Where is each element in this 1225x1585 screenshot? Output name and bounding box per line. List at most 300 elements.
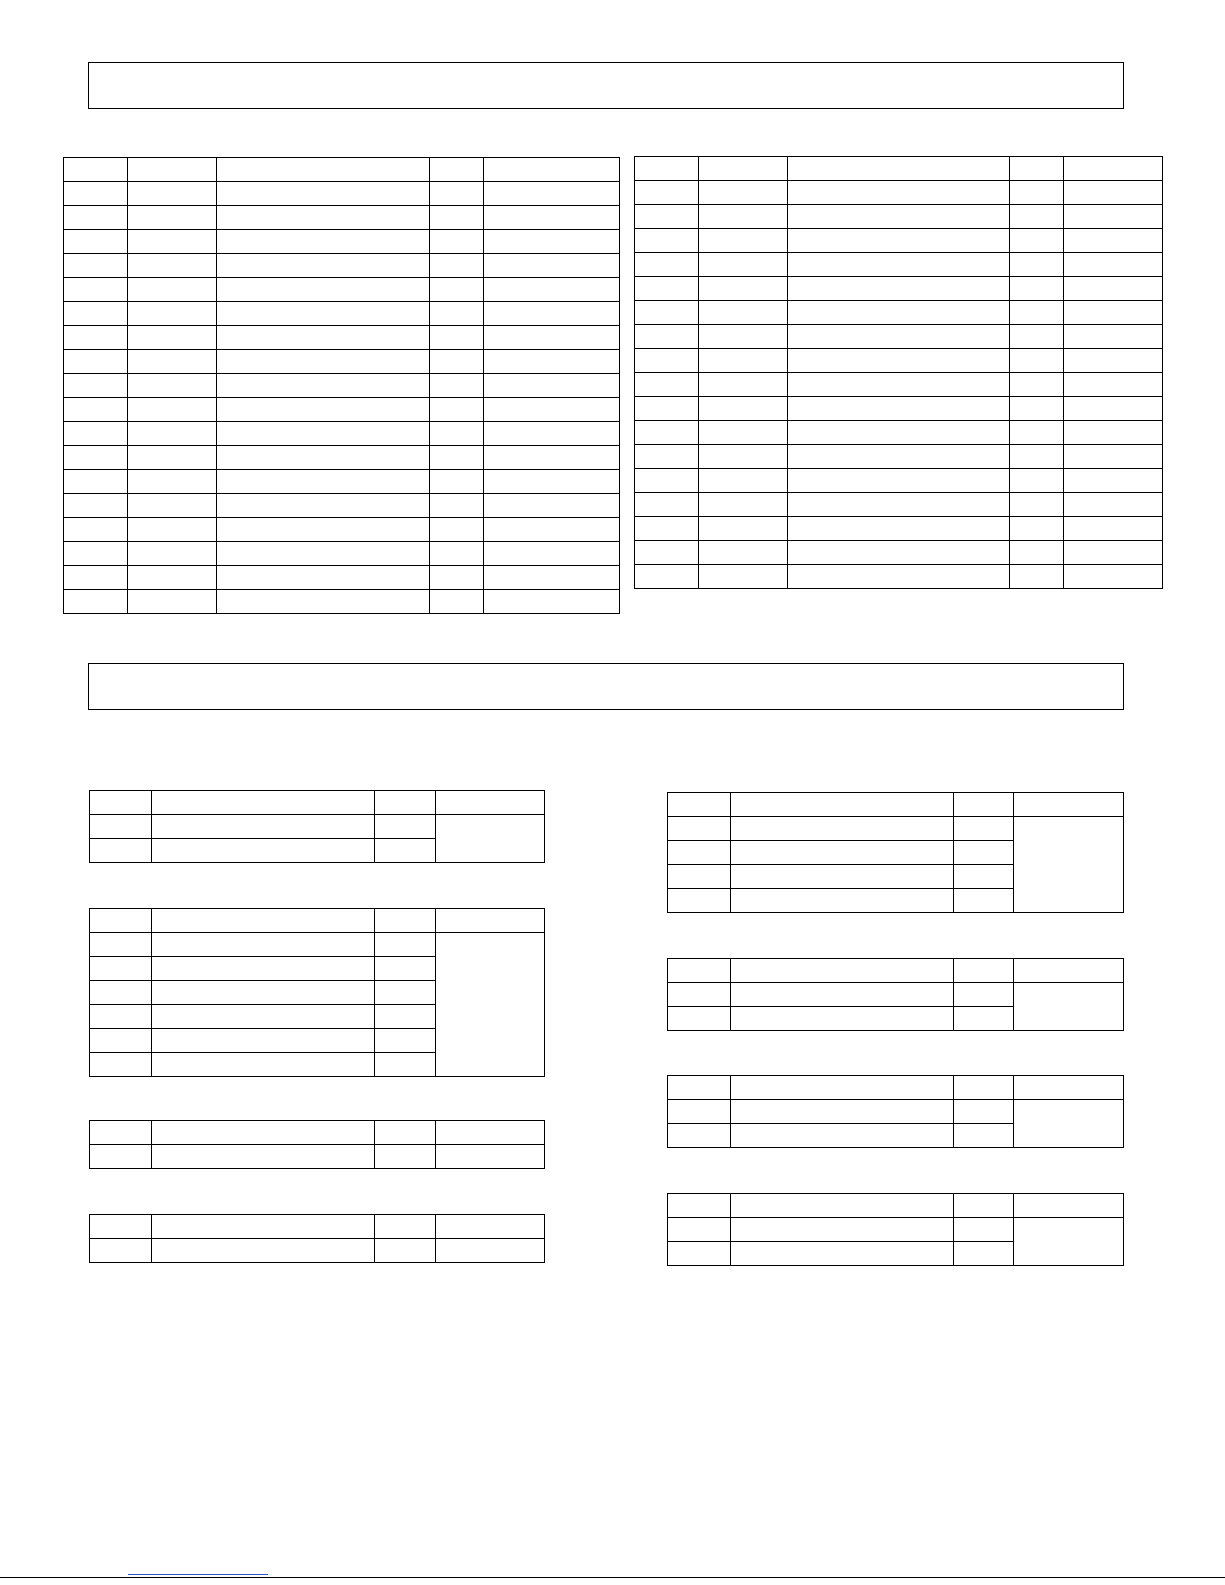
table-cell	[635, 493, 699, 517]
table-cell	[699, 493, 788, 517]
table-cell	[64, 326, 128, 350]
table-cell	[436, 815, 545, 863]
header-cell	[1010, 157, 1064, 181]
table-cell	[1010, 517, 1064, 541]
table-cell	[788, 181, 1010, 205]
table-cell	[375, 1053, 436, 1077]
table-cell	[64, 446, 128, 470]
table-cell	[1014, 1100, 1124, 1148]
table-cell	[1014, 817, 1124, 913]
table-cell	[731, 817, 954, 841]
table-row	[668, 983, 1124, 1007]
top-left-table	[63, 157, 620, 614]
table-cell	[430, 542, 484, 566]
table-cell	[1010, 493, 1064, 517]
table-cell	[635, 301, 699, 325]
table-row	[64, 566, 620, 590]
table-cell	[668, 889, 731, 913]
header-cell	[152, 909, 375, 933]
table-cell	[128, 398, 217, 422]
table-cell	[699, 517, 788, 541]
table-cell	[668, 1100, 731, 1124]
table-row	[64, 446, 620, 470]
table-cell	[954, 983, 1014, 1007]
table-cell	[788, 541, 1010, 565]
table-cell	[1010, 469, 1064, 493]
table-cell	[375, 957, 436, 981]
table-row	[90, 1239, 545, 1263]
table-cell	[430, 182, 484, 206]
table-row	[668, 1100, 1124, 1124]
header-cell	[90, 1215, 152, 1239]
header-cell	[788, 157, 1010, 181]
header-cell	[668, 1076, 731, 1100]
header-cell	[90, 1121, 152, 1145]
small-table-f	[667, 958, 1124, 1031]
table-cell	[1064, 541, 1163, 565]
table-cell	[430, 326, 484, 350]
table-cell	[788, 253, 1010, 277]
table-cell	[217, 206, 430, 230]
table-row	[64, 422, 620, 446]
table-cell	[436, 1145, 545, 1169]
table-cell	[668, 841, 731, 865]
table-cell	[484, 494, 620, 518]
table-cell	[788, 421, 1010, 445]
table-cell	[635, 517, 699, 541]
table-row	[64, 494, 620, 518]
table-cell	[217, 566, 430, 590]
table-row	[64, 374, 620, 398]
table-cell	[635, 205, 699, 229]
small-table-b	[89, 908, 545, 1077]
header-cell	[731, 1194, 954, 1218]
table-cell	[217, 494, 430, 518]
table-cell	[375, 1029, 436, 1053]
table-cell	[635, 445, 699, 469]
header-cell	[152, 1121, 375, 1145]
table-row	[635, 421, 1163, 445]
table-header-row	[635, 157, 1163, 181]
table-cell	[90, 1005, 152, 1029]
table-header-row	[668, 1076, 1124, 1100]
table-cell	[699, 349, 788, 373]
table-cell	[484, 302, 620, 326]
table-cell	[217, 230, 430, 254]
table-cell	[731, 1124, 954, 1148]
header-cell	[635, 157, 699, 181]
header-cell	[375, 909, 436, 933]
table-cell	[788, 469, 1010, 493]
table-cell	[699, 301, 788, 325]
table-row	[635, 229, 1163, 253]
table-cell	[954, 889, 1014, 913]
footer-link[interactable]	[128, 1574, 268, 1575]
small-table-g	[667, 1075, 1124, 1148]
table-cell	[668, 865, 731, 889]
table-cell	[152, 1005, 375, 1029]
table-row	[635, 445, 1163, 469]
header-cell	[731, 959, 954, 983]
table-cell	[90, 981, 152, 1005]
table-cell	[128, 494, 217, 518]
table-cell	[1064, 253, 1163, 277]
table-cell	[1064, 445, 1163, 469]
table-cell	[90, 815, 152, 839]
table-cell	[731, 841, 954, 865]
table-cell	[635, 229, 699, 253]
table-cell	[64, 230, 128, 254]
table-cell	[635, 253, 699, 277]
header-cell	[436, 909, 545, 933]
small-table-a	[89, 790, 545, 863]
table-cell	[128, 182, 217, 206]
header-cell	[64, 158, 128, 182]
table-cell	[484, 230, 620, 254]
header-cell	[1014, 793, 1124, 817]
table-cell	[484, 470, 620, 494]
table-cell	[375, 981, 436, 1005]
table-cell	[430, 494, 484, 518]
table-cell	[1014, 1218, 1124, 1266]
table-cell	[788, 373, 1010, 397]
table-row	[635, 205, 1163, 229]
table-cell	[1010, 541, 1064, 565]
table-cell	[64, 302, 128, 326]
table-row	[668, 1218, 1124, 1242]
table-cell	[128, 446, 217, 470]
table-cell	[64, 518, 128, 542]
table-cell	[217, 470, 430, 494]
header-cell	[90, 791, 152, 815]
header-cell	[731, 793, 954, 817]
header-cell	[436, 791, 545, 815]
table-header-row	[668, 959, 1124, 983]
table-cell	[217, 446, 430, 470]
table-cell	[484, 446, 620, 470]
table-cell	[430, 374, 484, 398]
table-cell	[731, 1218, 954, 1242]
table-row	[635, 493, 1163, 517]
table-cell	[1010, 397, 1064, 421]
table-cell	[699, 469, 788, 493]
table-cell	[635, 397, 699, 421]
small-table-e	[667, 792, 1124, 913]
table-cell	[788, 277, 1010, 301]
table-cell	[954, 817, 1014, 841]
table-cell	[64, 350, 128, 374]
table-cell	[484, 542, 620, 566]
table-cell	[430, 254, 484, 278]
table-cell	[375, 933, 436, 957]
table-cell	[152, 1239, 375, 1263]
table-header-row	[64, 158, 620, 182]
table-cell	[64, 278, 128, 302]
table-cell	[64, 422, 128, 446]
table-cell	[484, 206, 620, 230]
header-cell	[484, 158, 620, 182]
table-row	[90, 815, 545, 839]
table-cell	[217, 422, 430, 446]
table-cell	[668, 1007, 731, 1031]
header-cell	[375, 1121, 436, 1145]
table-cell	[484, 350, 620, 374]
table-cell	[1064, 517, 1163, 541]
table-cell	[217, 182, 430, 206]
header-cell	[954, 1194, 1014, 1218]
table-cell	[128, 542, 217, 566]
table-cell	[731, 1007, 954, 1031]
table-cell	[484, 590, 620, 614]
small-table-d	[89, 1214, 545, 1263]
table-header-row	[90, 1215, 545, 1239]
table-row	[64, 542, 620, 566]
table-cell	[1064, 229, 1163, 253]
header-cell	[1014, 1194, 1124, 1218]
table-cell	[128, 374, 217, 398]
table-cell	[1010, 565, 1064, 589]
table-row	[64, 302, 620, 326]
table-cell	[788, 301, 1010, 325]
header-cell	[152, 1215, 375, 1239]
table-cell	[90, 933, 152, 957]
table-cell	[1064, 373, 1163, 397]
table-cell	[484, 326, 620, 350]
header-cell	[699, 157, 788, 181]
table-row	[64, 590, 620, 614]
table-cell	[90, 1239, 152, 1263]
table-cell	[1010, 421, 1064, 445]
table-cell	[1064, 205, 1163, 229]
table-cell	[90, 1053, 152, 1077]
table-cell	[788, 445, 1010, 469]
header-cell	[1014, 959, 1124, 983]
table-cell	[217, 518, 430, 542]
table-cell	[152, 815, 375, 839]
table-cell	[1064, 301, 1163, 325]
table-row	[635, 325, 1163, 349]
table-cell	[152, 1145, 375, 1169]
table-cell	[1010, 229, 1064, 253]
table-row	[64, 518, 620, 542]
table-cell	[128, 470, 217, 494]
table-cell	[430, 278, 484, 302]
table-cell	[64, 590, 128, 614]
table-cell	[1064, 493, 1163, 517]
table-cell	[668, 817, 731, 841]
table-cell	[484, 278, 620, 302]
table-cell	[635, 541, 699, 565]
table-cell	[699, 277, 788, 301]
table-cell	[1010, 301, 1064, 325]
table-cell	[430, 446, 484, 470]
table-cell	[430, 518, 484, 542]
header-cell	[152, 791, 375, 815]
table-cell	[1010, 277, 1064, 301]
table-cell	[430, 398, 484, 422]
table-cell	[430, 302, 484, 326]
table-row	[64, 326, 620, 350]
table-row	[635, 277, 1163, 301]
table-cell	[699, 373, 788, 397]
table-row	[668, 817, 1124, 841]
header-cell	[668, 959, 731, 983]
table-cell	[635, 469, 699, 493]
table-header-row	[668, 1194, 1124, 1218]
table-cell	[217, 590, 430, 614]
table-cell	[788, 565, 1010, 589]
table-cell	[436, 1239, 545, 1263]
table-cell	[788, 229, 1010, 253]
table-cell	[699, 445, 788, 469]
table-row	[90, 933, 545, 957]
table-cell	[375, 1005, 436, 1029]
table-cell	[64, 374, 128, 398]
table-cell	[430, 566, 484, 590]
table-cell	[217, 542, 430, 566]
section-title-box-1	[88, 62, 1124, 109]
table-cell	[635, 325, 699, 349]
table-cell	[635, 349, 699, 373]
table-cell	[128, 518, 217, 542]
table-cell	[1010, 253, 1064, 277]
table-row	[64, 350, 620, 374]
table-row	[64, 206, 620, 230]
table-cell	[788, 349, 1010, 373]
table-row	[635, 181, 1163, 205]
table-cell	[64, 182, 128, 206]
header-cell	[731, 1076, 954, 1100]
header-cell	[668, 1194, 731, 1218]
table-cell	[788, 493, 1010, 517]
table-cell	[64, 566, 128, 590]
table-cell	[788, 205, 1010, 229]
table-cell	[375, 815, 436, 839]
header-cell	[436, 1121, 545, 1145]
table-cell	[128, 278, 217, 302]
table-row	[635, 565, 1163, 589]
table-cell	[128, 326, 217, 350]
table-cell	[90, 1029, 152, 1053]
table-cell	[668, 1242, 731, 1266]
table-row	[635, 517, 1163, 541]
table-cell	[64, 398, 128, 422]
table-cell	[1010, 205, 1064, 229]
table-cell	[1010, 181, 1064, 205]
table-row	[64, 182, 620, 206]
table-header-row	[90, 1121, 545, 1145]
header-cell	[668, 793, 731, 817]
small-table-c	[89, 1120, 545, 1169]
table-cell	[1064, 565, 1163, 589]
table-cell	[90, 839, 152, 863]
table-cell	[484, 422, 620, 446]
table-cell	[954, 1124, 1014, 1148]
table-cell	[954, 1100, 1014, 1124]
table-cell	[699, 541, 788, 565]
table-row	[64, 398, 620, 422]
table-cell	[1014, 983, 1124, 1031]
table-cell	[1010, 445, 1064, 469]
table-cell	[430, 590, 484, 614]
table-cell	[954, 865, 1014, 889]
table-cell	[217, 374, 430, 398]
table-cell	[128, 590, 217, 614]
table-cell	[375, 1145, 436, 1169]
table-cell	[1064, 277, 1163, 301]
table-row	[635, 301, 1163, 325]
table-cell	[430, 350, 484, 374]
table-cell	[1064, 349, 1163, 373]
table-cell	[699, 397, 788, 421]
table-cell	[430, 206, 484, 230]
table-cell	[635, 421, 699, 445]
table-row	[635, 253, 1163, 277]
table-row	[635, 373, 1163, 397]
table-cell	[217, 326, 430, 350]
table-cell	[128, 206, 217, 230]
header-cell	[954, 1076, 1014, 1100]
table-row	[635, 397, 1163, 421]
table-cell	[731, 889, 954, 913]
table-cell	[152, 839, 375, 863]
table-cell	[152, 1053, 375, 1077]
table-header-row	[90, 791, 545, 815]
table-cell	[954, 1007, 1014, 1031]
table-cell	[152, 981, 375, 1005]
table-cell	[375, 1239, 436, 1263]
table-row	[90, 1145, 545, 1169]
header-cell	[954, 959, 1014, 983]
table-cell	[436, 933, 545, 1077]
header-cell	[375, 791, 436, 815]
table-cell	[90, 957, 152, 981]
table-cell	[1064, 181, 1163, 205]
table-cell	[128, 350, 217, 374]
table-row	[64, 278, 620, 302]
table-cell	[1010, 373, 1064, 397]
table-header-row	[668, 793, 1124, 817]
table-cell	[1064, 421, 1163, 445]
table-cell	[217, 350, 430, 374]
header-cell	[128, 158, 217, 182]
table-cell	[788, 325, 1010, 349]
table-cell	[128, 422, 217, 446]
small-table-h	[667, 1193, 1124, 1266]
table-cell	[430, 422, 484, 446]
table-cell	[217, 398, 430, 422]
header-cell	[375, 1215, 436, 1239]
table-cell	[484, 254, 620, 278]
table-cell	[128, 302, 217, 326]
table-cell	[635, 373, 699, 397]
table-cell	[64, 254, 128, 278]
table-cell	[668, 1124, 731, 1148]
table-cell	[484, 566, 620, 590]
table-cell	[128, 566, 217, 590]
table-cell	[484, 518, 620, 542]
table-cell	[699, 325, 788, 349]
header-cell	[1064, 157, 1163, 181]
table-cell	[699, 565, 788, 589]
table-cell	[1064, 469, 1163, 493]
table-cell	[152, 1029, 375, 1053]
table-cell	[635, 181, 699, 205]
section-title-box-2	[88, 663, 1124, 710]
table-cell	[484, 398, 620, 422]
table-cell	[788, 517, 1010, 541]
table-cell	[1010, 325, 1064, 349]
